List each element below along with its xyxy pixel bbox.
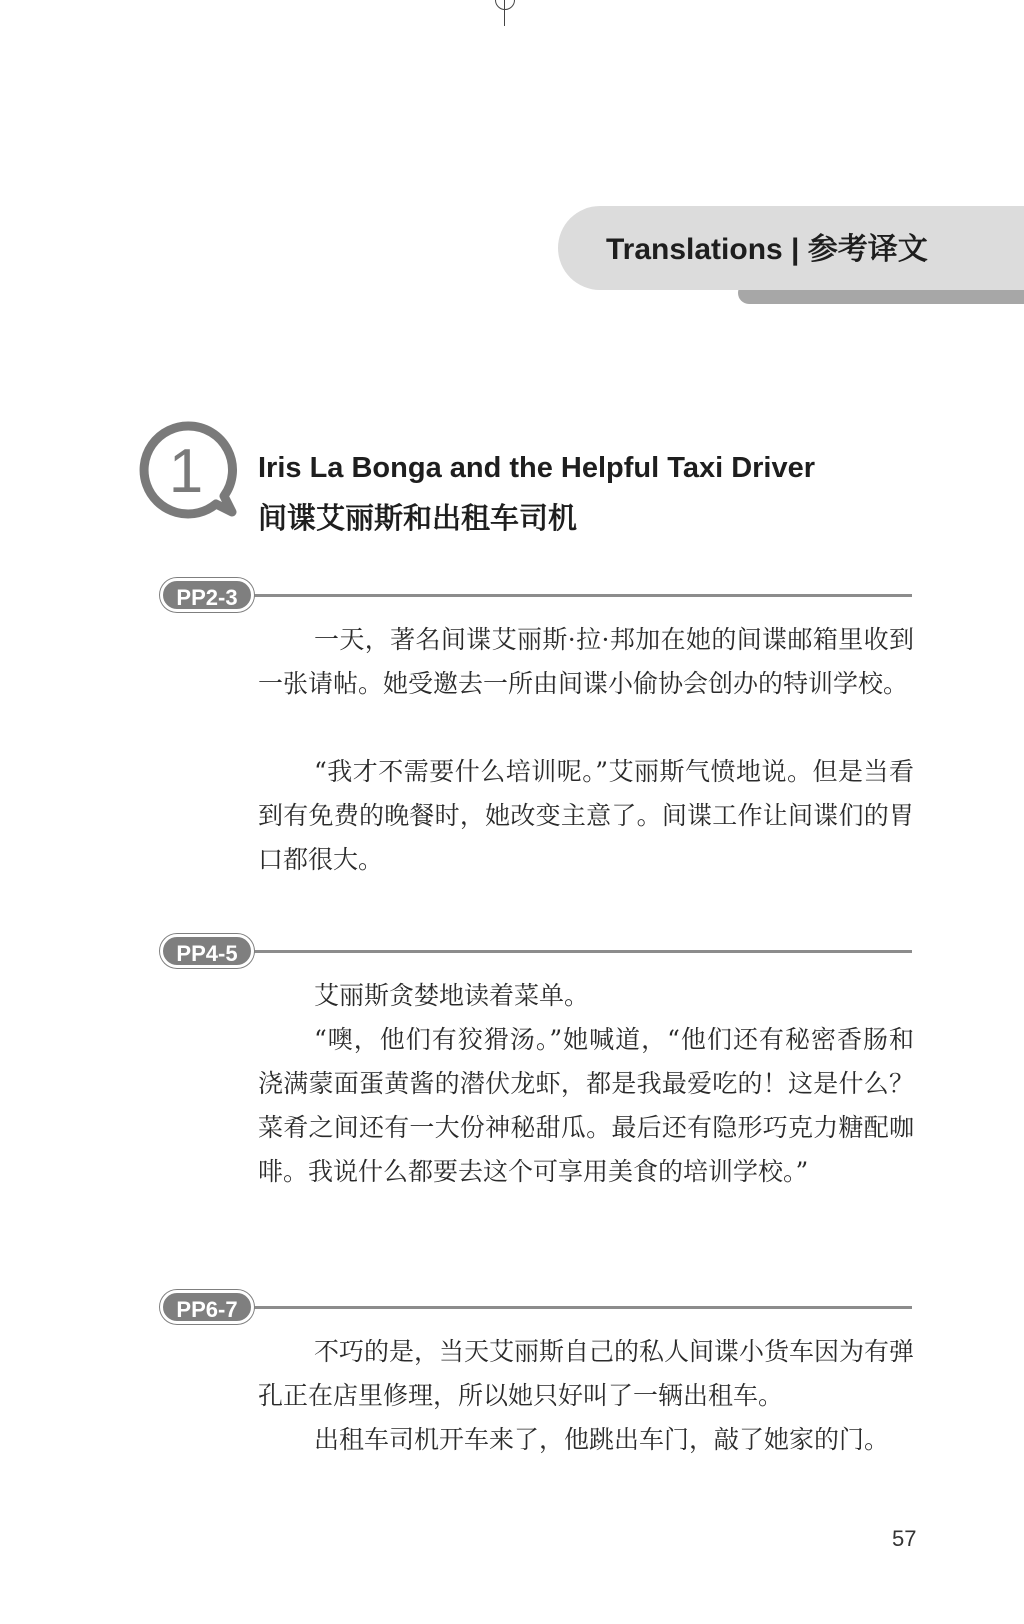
paragraph: 艾丽斯贪婪地读着菜单。	[314, 981, 590, 1010]
divider-line	[220, 1306, 912, 1309]
paragraph: “噢，他们有狡猾汤。”她喊道，“他们还有秘密香肠和浇满蒙面蛋黄酱的潜伏龙虾，都是我最爱吃的！这是什么？菜肴之间还有一大份神秘甜瓜。最后还有隐形巧克力糖配咖啡。我说什么都要去这个可享用美食的培训学校。”	[258, 1025, 914, 1186]
paragraph: 一天，著名间谍艾丽斯·拉·邦加在她的间谍邮箱里收到一张请帖。她受邀去一所由间谍小偷协会创办的特训学校。	[258, 625, 914, 698]
page-range-tag: PP2-3	[160, 578, 254, 612]
section-header-pp2-3	[160, 578, 912, 612]
paragraph: “我才不需要什么培训呢。”艾丽斯气愤地说。但是当看到有免费的晚餐时，她改变主意了。间谍工作让间谍们的胃口都很大。	[258, 757, 914, 874]
section-header-pp6-7	[160, 1290, 912, 1324]
section-tab-label: Translations | 参考译文	[606, 233, 928, 266]
crop-mark	[492, 0, 518, 26]
chapter-number: 1	[168, 437, 204, 506]
chapter-title-english: Iris La Bonga and the Helpful Taxi Driver	[258, 452, 816, 484]
chapter-title-chinese: 间谍艾丽斯和出租车司机	[258, 501, 578, 535]
page-number: 57	[892, 1526, 917, 1551]
divider-line	[220, 950, 912, 953]
chapter-number-badge	[138, 420, 238, 524]
paragraph: 出租车司机开车来了，他跳出车门，敲了她家的门。	[314, 1425, 890, 1454]
divider-line	[220, 594, 912, 597]
page-range-tag: PP6-7	[160, 1290, 254, 1324]
page-range-tag: PP4-5	[160, 934, 254, 968]
section-header-pp4-5	[160, 934, 912, 968]
paragraph: 不巧的是，当天艾丽斯自己的私人间谍小货车因为有弹孔正在店里修理，所以她只好叫了一辆出租车。	[258, 1337, 915, 1410]
